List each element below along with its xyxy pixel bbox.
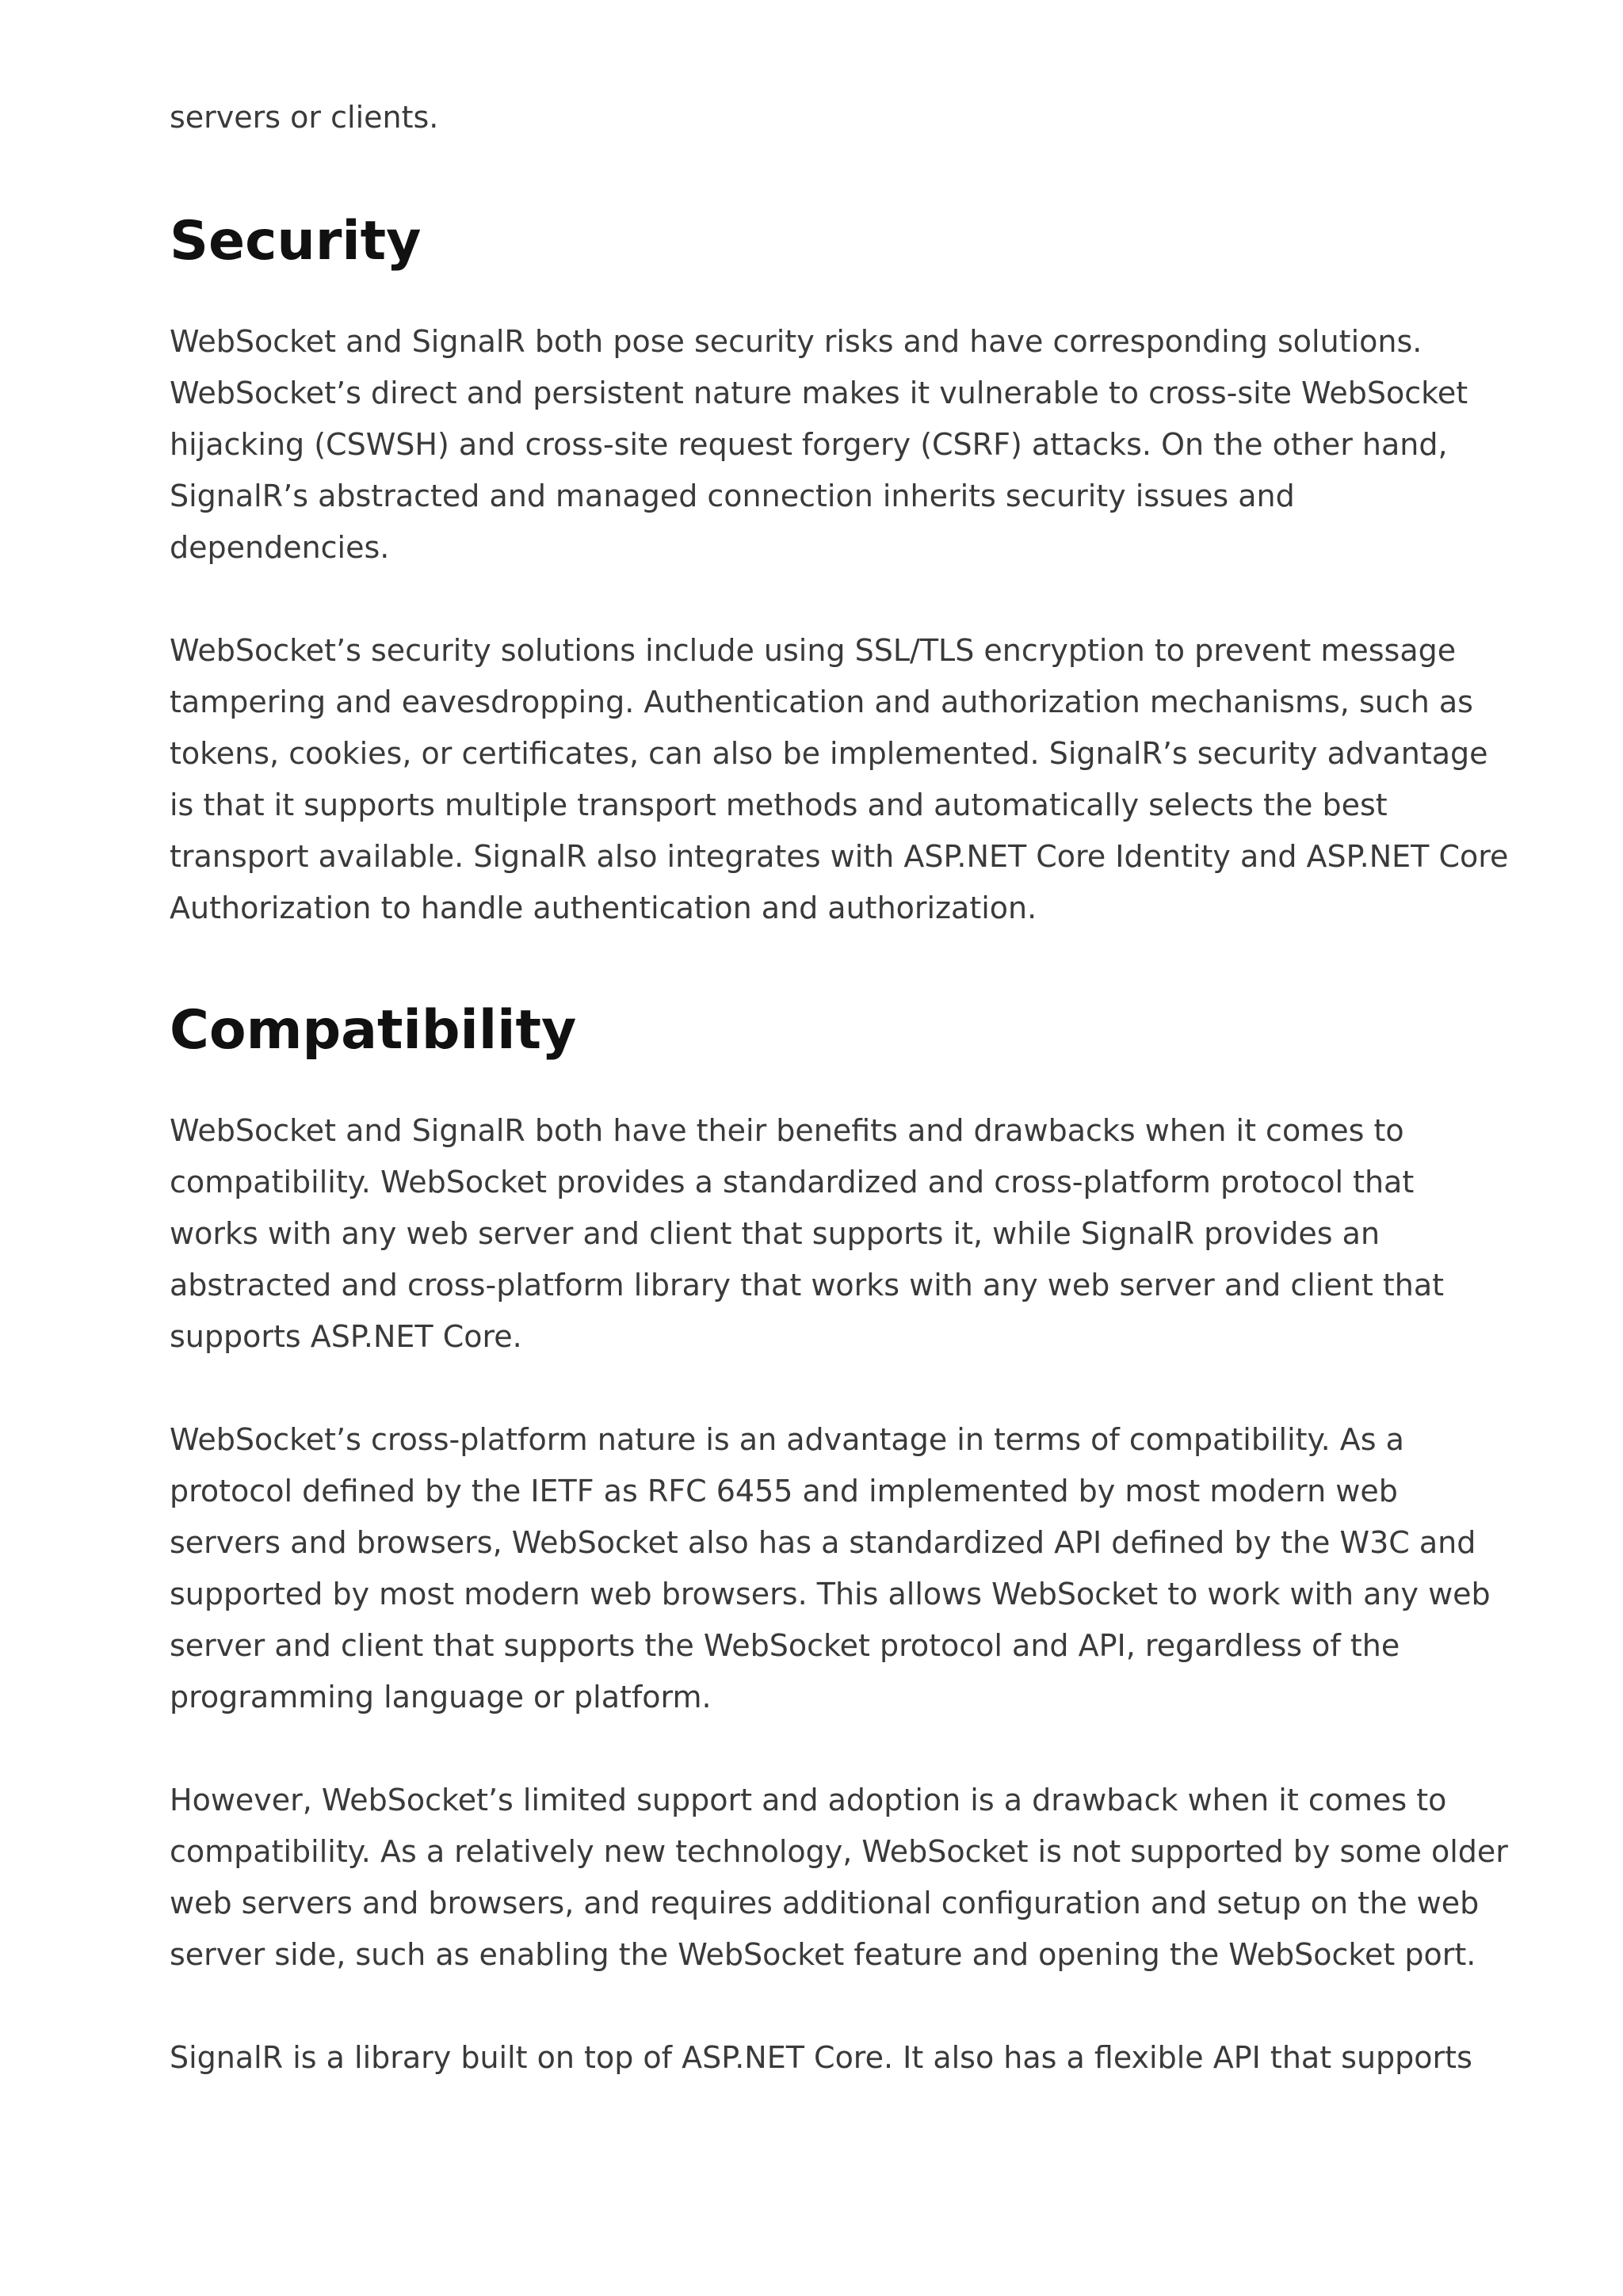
section-security	[170, 210, 1509, 934]
security-paragraph-1: WebSocket and SignalR both pose security risks and have corresponding solutions. WebSocket’s direct and persistent nature makes it vulnerable to cross-site WebSocket hijacking (CSWSH) and cross-site request forgery (CSRF) attacks. On the other hand, SignalR’s abstracted and managed connection inherits security issues and dependencies.	[170, 324, 1468, 565]
compatibility-paragraph-2: WebSocket’s cross-platform nature is an advantage in terms of compatibility. As a protocol defined by the IETF as RFC 6455 and implemented by most modern web servers and browsers, WebSocket also has a standardized API defined by the W3C and supported by most modern web browsers. This allows WebSocket to work with any web server and client that supports the WebSocket protocol and API, regardless of the programming language or platform.	[170, 1422, 1491, 1714]
intro-fragment: servers or clients.	[170, 100, 439, 135]
compatibility-paragraph-3: However, WebSocket’s limited support and adoption is a drawback when it comes to compatibility. As a relatively new technology, WebSocket is not supported by some older web servers and browsers, and requires additional configuration and setup on the web server side, such as enabling the WebSocket feature and opening the WebSocket port.	[170, 1783, 1508, 1972]
compatibility-paragraph-4: SignalR is a library built on top of ASP.NET Core. It also has a flexible API that supports	[170, 2040, 1472, 2075]
section-heading-security: Security	[170, 210, 422, 273]
compatibility-paragraph-1: WebSocket and SignalR both have their benefits and drawbacks when it comes to compatibility. WebSocket provides a standardized and cross-platform protocol that works with any web server and client that supports it, while SignalR provides an abstracted and cross-platform library that works with any web server and client that supports ASP.NET Core.	[170, 1113, 1445, 1354]
section-heading-compatibility: Compatibility	[170, 999, 577, 1062]
security-paragraph-2: WebSocket’s security solutions include using SSL/TLS encryption to prevent message tampering and eavesdropping. Authentication and authorization mechanisms, such as tokens, cookies, or certificates, can also be implemented. SignalR’s security advantage is that it supports multiple transport methods and automatically selects the best transport available. SignalR also integrates with ASP.NET Core Identity and ASP.NET Core Authorization to handle authentication and authorization.	[170, 633, 1509, 925]
section-compatibility	[170, 999, 1509, 2084]
article-body	[170, 92, 1509, 2084]
